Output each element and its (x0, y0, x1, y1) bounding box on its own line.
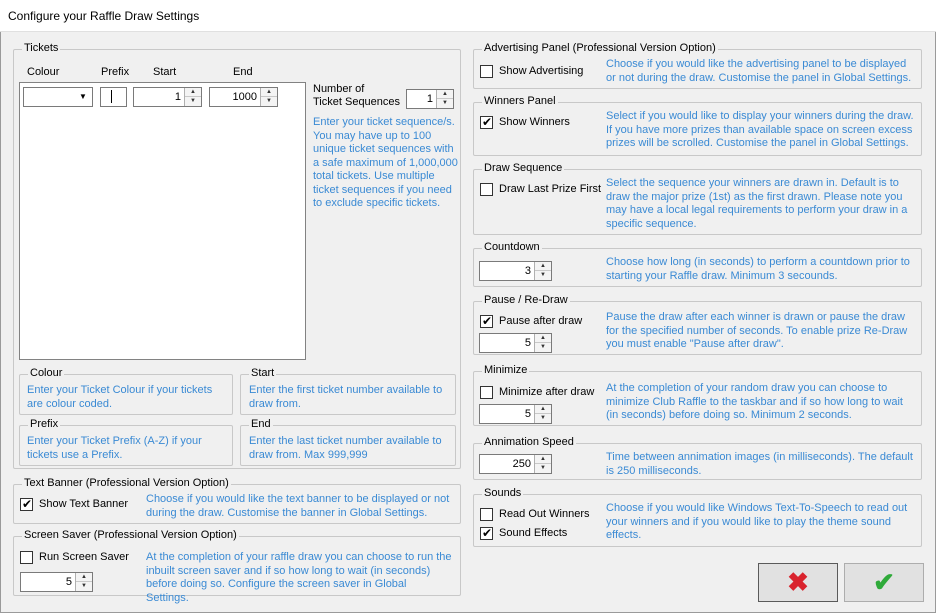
spin-up-icon[interactable]: ▲ (535, 455, 551, 464)
minimize-seconds-value: 5 (524, 408, 531, 420)
spin-up-icon[interactable]: ▲ (535, 262, 551, 271)
animation-speed-spinner[interactable] (479, 454, 552, 474)
read-out-winners-checkbox[interactable] (480, 508, 493, 521)
minimize-info-text: At the completion of your random draw you can choose to minimize Club Raffle to the taskbar and if so how long to wait (in seconds) before doing so. Minimum 2 seconds. (606, 382, 903, 421)
spin-down-icon[interactable]: ▼ (540, 465, 546, 471)
pause-seconds-value: 5 (524, 337, 531, 349)
prefix-help-text: Enter your Ticket Prefix (A-Z) if your tickets use a Prefix. (27, 435, 202, 461)
countdown-value: 3 (524, 265, 531, 277)
animation-speed-value: 250 (512, 458, 531, 470)
advertising-group-title: Advertising Panel (Professional Version Option) (484, 42, 716, 54)
start-spinner-value: 1 (174, 91, 181, 103)
countdown-spinner[interactable] (479, 261, 552, 281)
sound-effects-checkbox[interactable] (480, 527, 493, 540)
prefix-help-title: Prefix (30, 418, 59, 430)
show-advertising-label[interactable]: Show Advertising (499, 65, 584, 77)
show-text-banner-checkbox[interactable] (20, 498, 33, 511)
minimize-group-title: Minimize (484, 364, 528, 376)
countdown-info-text: Choose how long (in seconds) to perform a countdown prior to starting your Raffle draw. Minimum 3 secounds. (606, 256, 910, 282)
show-winners-label[interactable]: Show Winners (499, 116, 570, 128)
show-text-banner-label[interactable]: Show Text Banner (39, 498, 129, 510)
tickets-group-title: Tickets (24, 42, 59, 54)
pause-seconds-spinner[interactable] (479, 333, 552, 353)
ticket-sequences-list[interactable] (19, 82, 306, 360)
animation-speed-info-text: Time between annimation images (in milliseconds). The default is 250 milliseconds. (606, 451, 913, 477)
minimize-after-draw-checkbox[interactable] (480, 386, 493, 399)
sounds-group-title: Sounds (484, 487, 522, 499)
run-screen-saver-checkbox[interactable] (20, 551, 33, 564)
read-out-winners-label[interactable]: Read Out Winners (499, 508, 590, 520)
sounds-info-text: Choose if you would like Windows Text-To-Speech to read out your winners and if you would like to play the theme sound effects. (606, 502, 908, 541)
sound-effects-label[interactable]: Sound Effects (499, 527, 568, 539)
show-advertising-checkbox[interactable] (480, 65, 493, 78)
draw-sequence-info-text: Select the sequence your winners are drawn in. Default is to draw the major prize (1st) as the first drawn. Please note you may have a local legal requirements to perform your draw in a specific sequence. (606, 177, 908, 230)
text-caret (111, 90, 112, 103)
sequences-label-line2: Ticket Sequences (313, 96, 401, 108)
draw-last-prize-first-checkbox[interactable] (480, 183, 493, 196)
sequences-spinner-value: 1 (426, 93, 433, 105)
end-column-header: End (233, 66, 253, 78)
text-banner-info-text: Choose if you would like the text banner to be displayed or not during the draw. Customise the banner in Global Settings. (146, 493, 450, 519)
spin-up-icon[interactable]: ▲ (261, 88, 277, 97)
run-screen-saver-label[interactable]: Run Screen Saver (39, 551, 129, 563)
pause-after-draw-checkbox[interactable] (480, 315, 493, 328)
advertising-info-text: Choose if you would like the advertising panel to be displayed or not during the draw. Customise the panel in Global Settings. (606, 58, 912, 84)
prefix-input[interactable] (100, 87, 127, 107)
screen-saver-info-text: At the completion of your raffle draw you can choose to run the inbuilt screen saver and if so how long to wait (in seconds) before doing so. Configure the screen saver in Global Settings. (146, 551, 452, 604)
colour-column-header: Colour (27, 66, 60, 78)
tickets-info-text: Enter your ticket sequence/s. You may have up to 100 unique ticket sequences with a safe maximum of 1,000,000 total tickets. Use multiple ticket sequences if you need to exclude specific tickets. (313, 116, 458, 209)
show-winners-checkbox[interactable] (480, 116, 493, 129)
pause-after-draw-label[interactable]: Pause after draw (499, 315, 583, 327)
colour-help-title: Colour (30, 367, 63, 379)
spin-down-icon[interactable]: ▼ (540, 415, 546, 421)
minimize-after-draw-label[interactable]: Minimize after draw (499, 386, 595, 398)
spin-down-icon[interactable]: ▼ (190, 98, 196, 104)
animation-speed-group-title: Annimation Speed (484, 436, 574, 448)
screen-saver-seconds-spinner[interactable] (20, 572, 93, 592)
winners-info-text: Select if you would like to display your winners during the draw. If you have more prizes than available space on screen excess prizes will be scrolled. Customise the panel in Global Settings. (606, 110, 914, 149)
screen-saver-seconds-value: 5 (65, 576, 72, 588)
cancel-button[interactable] (758, 563, 838, 602)
start-help-title: Start (251, 367, 275, 379)
window-title: Configure your Raffle Draw Settings (8, 9, 200, 23)
checkmark-icon: ✔ (482, 526, 493, 540)
pause-redraw-group-title: Pause / Re-Draw (484, 294, 568, 306)
spin-down-icon[interactable]: ▼ (540, 272, 546, 278)
prefix-column-header: Prefix (101, 66, 130, 78)
end-spinner-value: 1000 (232, 91, 257, 103)
chevron-down-icon[interactable]: ▼ (79, 92, 87, 101)
sequences-spinner[interactable] (406, 89, 454, 109)
colour-select[interactable] (23, 87, 93, 107)
spin-up-icon[interactable]: ▲ (437, 90, 453, 99)
spin-up-icon[interactable]: ▲ (535, 405, 551, 414)
pause-info-text: Pause the draw after each winner is drawn or pause the draw for the specified number of seconds. To enable prize Re-Draw you must enable "Pause after draw". (606, 311, 908, 350)
end-help-title: End (251, 418, 271, 430)
spin-up-icon[interactable]: ▲ (76, 573, 92, 582)
spin-down-icon[interactable]: ▼ (540, 344, 546, 350)
winners-panel-group-title: Winners Panel (484, 95, 556, 107)
draw-last-prize-first-label[interactable]: Draw Last Prize First (499, 183, 602, 195)
start-spinner[interactable] (133, 87, 202, 107)
minimize-seconds-spinner[interactable] (479, 404, 552, 424)
spin-down-icon[interactable]: ▼ (266, 98, 272, 104)
spin-up-icon[interactable]: ▲ (535, 334, 551, 343)
countdown-group-title: Countdown (484, 241, 540, 253)
spin-up-icon[interactable]: ▲ (185, 88, 201, 97)
sequences-label-line1: Number of (313, 83, 365, 95)
text-banner-group-title: Text Banner (Professional Version Option) (24, 477, 229, 489)
green-check-icon: ✔ (873, 567, 895, 597)
start-help-text: Enter the first ticket number available to draw from. (249, 384, 443, 410)
checkmark-icon: ✔ (22, 497, 33, 511)
red-x-icon: ✖ (787, 567, 809, 597)
checkmark-icon: ✔ (482, 115, 493, 129)
colour-help-text: Enter your Ticket Colour if your tickets are colour coded. (27, 384, 213, 410)
end-help-text: Enter the last ticket number available to draw from. Max 999,999 (249, 435, 442, 461)
ok-button[interactable] (844, 563, 924, 602)
spin-down-icon[interactable]: ▼ (442, 100, 448, 106)
draw-sequence-group-title: Draw Sequence (484, 162, 563, 174)
screen-saver-group-title: Screen Saver (Professional Version Option) (24, 529, 237, 541)
checkmark-icon: ✔ (482, 314, 493, 328)
title-bar (0, 0, 936, 32)
spin-down-icon[interactable]: ▼ (81, 583, 87, 589)
end-spinner[interactable] (209, 87, 278, 107)
start-column-header: Start (153, 66, 177, 78)
